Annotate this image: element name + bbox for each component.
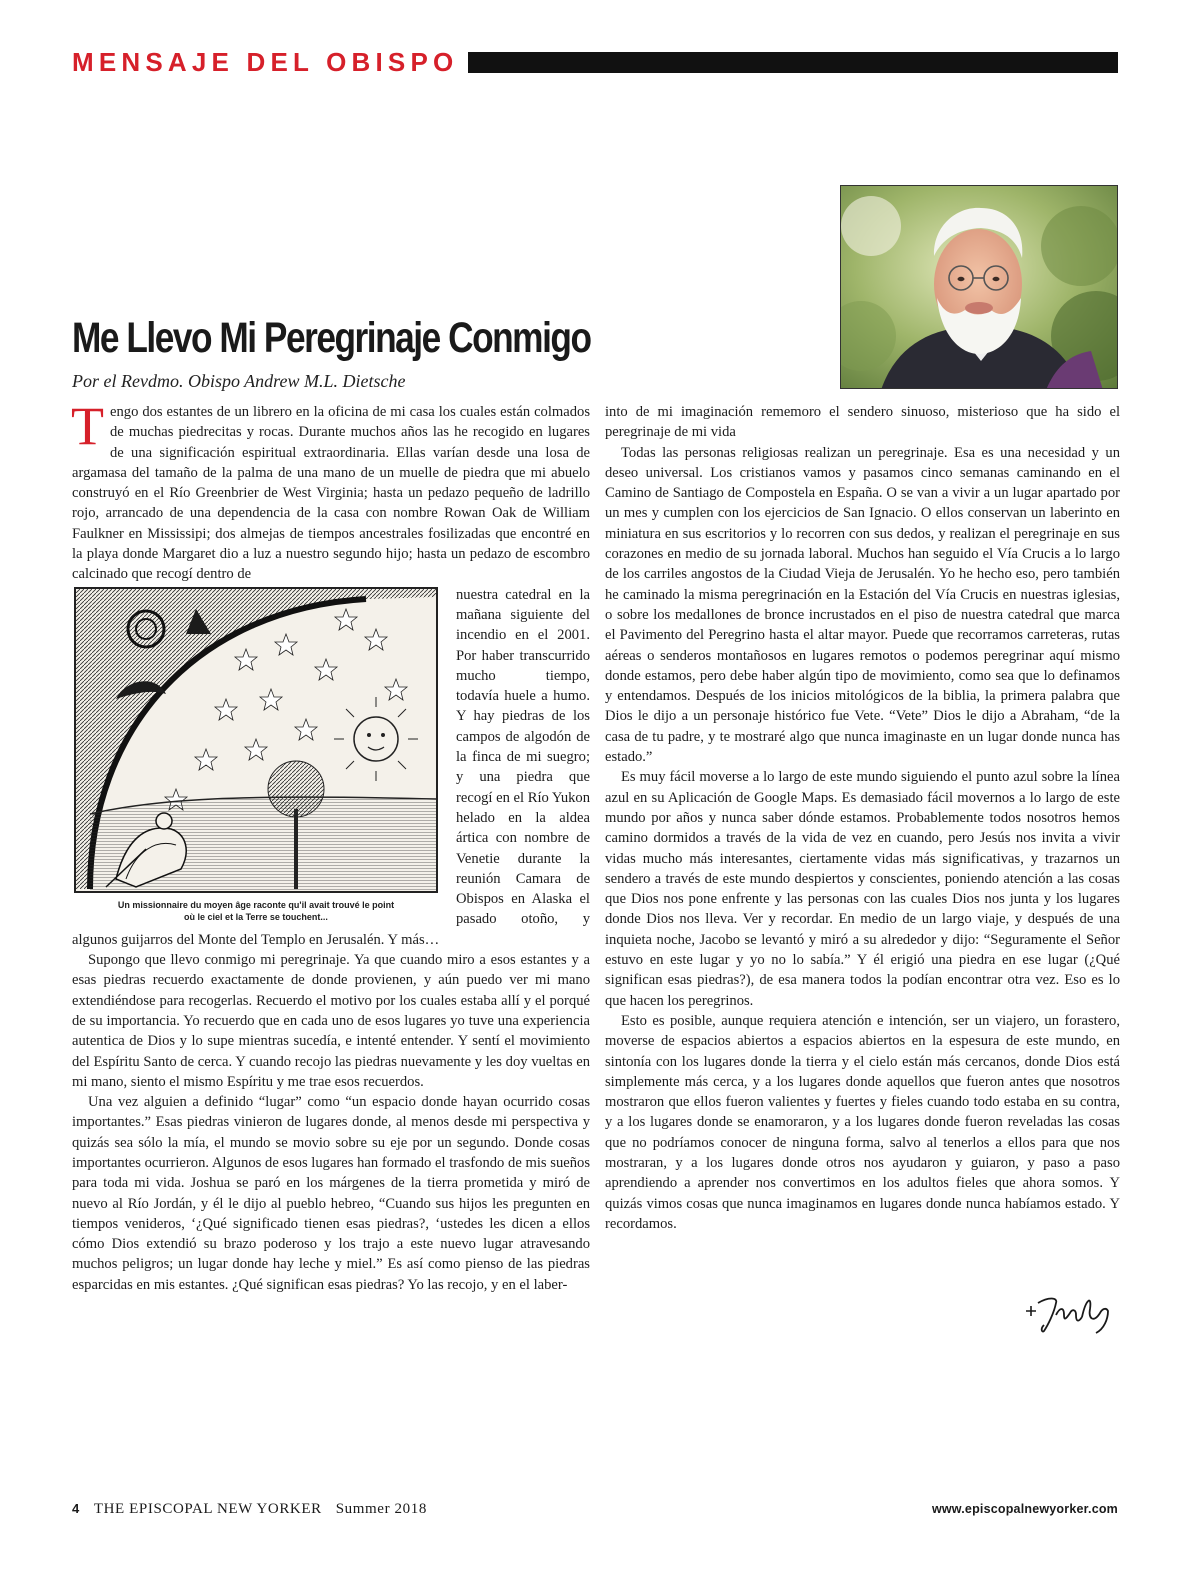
page-number: 4 — [72, 1501, 80, 1516]
paragraph-6: Esto es posible, aunque requiera atención e intención, ser un viajero, un forastero, moverse de espacios abiertos a espacios abiertos en la espesura de este mundo, en sintonía con los lugares donde la tierra y el cielo están más cercanos, donde Dios está simplemente más cerca, y a los lugares donde aquellos que fueron antes que nosotros mostraron que ellos fueron valientes y fuertes y fieles cuando todo estaba en su contra, y a los lugares donde se enamoraron, y a los lugares donde fueron reveladas las cosas que no podríamos conocer de ninguna forma, salvo al tenerlos a ellos para que nos mostraran, y a los lugares donde otros nos ayudaron y guiaron, y paso a paso aprendiendo a aprender nos convertimos en los adultos fieles que ahora somos. Y quizás vimos cosas que nunca imaginamos en lugares donde nunca habíamos estado. Y recordamos. — [605, 1012, 1120, 1232]
paragraph-1-continued: nuestra catedral en la mañana siguiente del incendio en el 2001. Por haber transcurrido mucho tiempo, todavía huele a humo. Y hay piedras de los campos de algodón de la finca de mi suegro; y una piedra que recogí en el Río Yukon helado en la aldea ártica con nombre de Venetie durante la reunión Camara de Obispos en Alaska el pasado otoño, y algunos guijarros del Monte del Templo en Jerusalén. Y más… — [72, 586, 591, 948]
paragraph-1 — [71, 396, 590, 585]
flammarion-engraving — [74, 587, 438, 893]
paragraph-2: Supongo que llevo conmigo mi peregrinaje. Ya que cuando miro a esos estantes y a esas piedras recuerdo exactamente de donde provienen, y aún puedo ver mi mano extendiéndose para recogerlas. Recuerdo el motivo por los cuales estaba allí y el porqué de su importancia. Yo recuerdo que en cada uno de esos lugares yo tuve una experiencia autentica de Dios y lo supe mientras sucedía, e intenté entender. Y sentí el movimiento del Espíritu Santo de cerca. Y cuando recojo las piedras nuevamente y les doy vueltas en mi mano, siento el mismo Espíritu y me trae esos recuerdos. — [72, 952, 590, 1090]
paragraph-4: Todas las personas religiosas realizan un peregrinaje. Esa es una necesidad y un deseo universal. Los cristianos vamos y pasamos cinco semanas caminando en el Camino de Santiago de Compostela en España. O se van a vivir a un lugar apartado por un mes y cumplen con los ejercicios de San Ignacio. O ellos conservan un laberinto en miniatura en sus escritorios y lo recorren con sus dedos, y realizan el peregrinaje en sus corazones en medio de su jornada laboral. Muchos han seguido el Vía Crucis a lo largo de los carriles angostos de la Ciudad Vieja de Jerusalén. Yo he hecho eso, pero también he caminado la misma peregrinación en la Estación del Vía Crucis en nuestras iglesias, o sobre los medallones de bronce incrustados en el piso de nuestra catedral que marca el Pavimento del Peregrino hasta el altar mayor. Puede que recorramos carreteras, rutas aéreas o senderos montañosos en lugares remotos o podemos peregrinar aquí mismo donde estamos, pero debe haber algún tipo de movimiento, como sea que lo definamos y entendamos. Después de los inicios mitológicos de la biblia, la primera palabra que Dios le dijo a un personaje histórico fue Vete. “Vete” Dios le dijo a Abraham, “de la casa de tu padre, y te mostraré algo que nunca imaginaste en un lugar donde nunca has estado.” — [605, 444, 1120, 766]
drop-cap: T — [71, 396, 104, 456]
section-rule — [468, 52, 1118, 73]
article-byline: Por el Revdmo. Obispo Andrew M.L. Dietsche — [72, 371, 406, 391]
section-header — [72, 48, 1118, 76]
engraving-caption — [118, 899, 394, 923]
page-footer — [72, 1501, 1118, 1518]
paragraph-5: Es muy fácil moverse a lo largo de este mundo siguiendo el punto azul sobre la línea azul en su Aplicación de Google Maps. Es demasiado fácil movernos a lo largo de este mundo por años y nunca saber dónde estamos. Probablemente todos nosotros hemos camino dormidos a través de la vida de vez en cuando, pero Jesús nos invita a vivir vidas mucho más interesantes, ciertamente vidas más significativas, y trazarnos un sendero a través de este mundo despiertos y conscientes, poniendo atención a las cosas que Dios nos pone enfrente y las personas con las cuales Dios nos junta y los lugares donde Dios nos lleva. Ver y recordar. En medio de un largo viaje, y después de una inquieta noche, Jacobo se levantó y miró a su alrededor y dijo: “Seguramente el Señor estuvo en este lugar y yo no lo sabía.” Y él erigió una piedra en ese lugar (¿Qué significan esas piedras?), de esa manera todos la podían encontrar otra vez. Eso es lo que hacen los peregrinos. — [605, 769, 1120, 1009]
article-column-right — [605, 402, 1120, 1234]
article-title: Me Llevo Mi Peregrinaje Conmigo — [72, 314, 591, 362]
engraving-caption-line-2: où le ciel et la Terre se touchent... — [184, 911, 328, 922]
author-signature — [1022, 1289, 1112, 1337]
footer-left — [72, 1501, 427, 1518]
article-column-left — [71, 396, 591, 1295]
engraving-caption-line-1: Un missionnaire du moyen âge raconte qu'il avait trouvé le point — [117, 899, 395, 910]
paragraph-3: Una vez alguien a definido “lugar” como “un espacio donde hayan ocurrido cosas importantes.” Esas piedras vinieron de lugares donde, al menos desde mi perspectiva y quizás sea sólo la mía, el mundo se movio sobre su eje por un segundo. Donde cosas importantes ocurrieron. Algunos de esos lugares han formado el trasfondo de mis sueños para toda mi vida. Joshua se paró en los márgenes de la tierra prometida y miró de nuevo al Río Jordán, y él le dijo al pueblo hebreo, “Cuando sus hijos les pregunten en tiempos venideros, ‘¿Qué significado tienen esas piedras?, ‘ustedes les dicen a ellos cómo Dios extendió su brazo poderoso y los trajo a este nuevo lugar atravesando muchos peligros; un lugar donde hay leche y miel.” Es así como pienso de las piedras esparcidas en mis estantes. ¿Qué significan esas piedras? Yo las recojo, y en el laber- — [72, 1094, 590, 1293]
publication-name: THE EPISCOPAL NEW YORKER — [93, 1501, 322, 1517]
paragraph-3-continued: into de mi imaginación rememoro el sendero sinuoso, misterioso que ha sido el peregrinaje de mi vida — [605, 404, 1120, 441]
paragraph-1-lead: engo dos estantes de un librero en la oficina de mi casa los cuales están colmados de muchas piedrecitas y rocas. Durante muchos años las he recogido en lugares de una significación espiritual extraordinaria. Ellas varían desde una losa de argamasa del tamaño de la palma de una mano de un muelle de piedra que mi abuelo construyó en el Río Greenbrier de West Virginia; hasta un pedazo pequeño de ladrillo rojo, arrancado de una dependencia de la casa con nombre Rowan Oak de William Faulkner en Mississipi; dos almejas de tiempos ancestrales fosilizadas que encontré en la playa donde Margaret dio a luz a nuestro segundo hijo; hasta un pedazo de escombro calcinado que recogí dentro de — [72, 404, 590, 583]
bishop-portrait-photo — [840, 185, 1118, 389]
flammarion-engraving-figure — [74, 587, 438, 923]
website-link[interactable]: www.episcopalnewyorker.com — [931, 1502, 1118, 1516]
issue-date: Summer 2018 — [335, 1501, 427, 1517]
section-label: MENSAJE DEL OBISPO — [72, 46, 459, 77]
